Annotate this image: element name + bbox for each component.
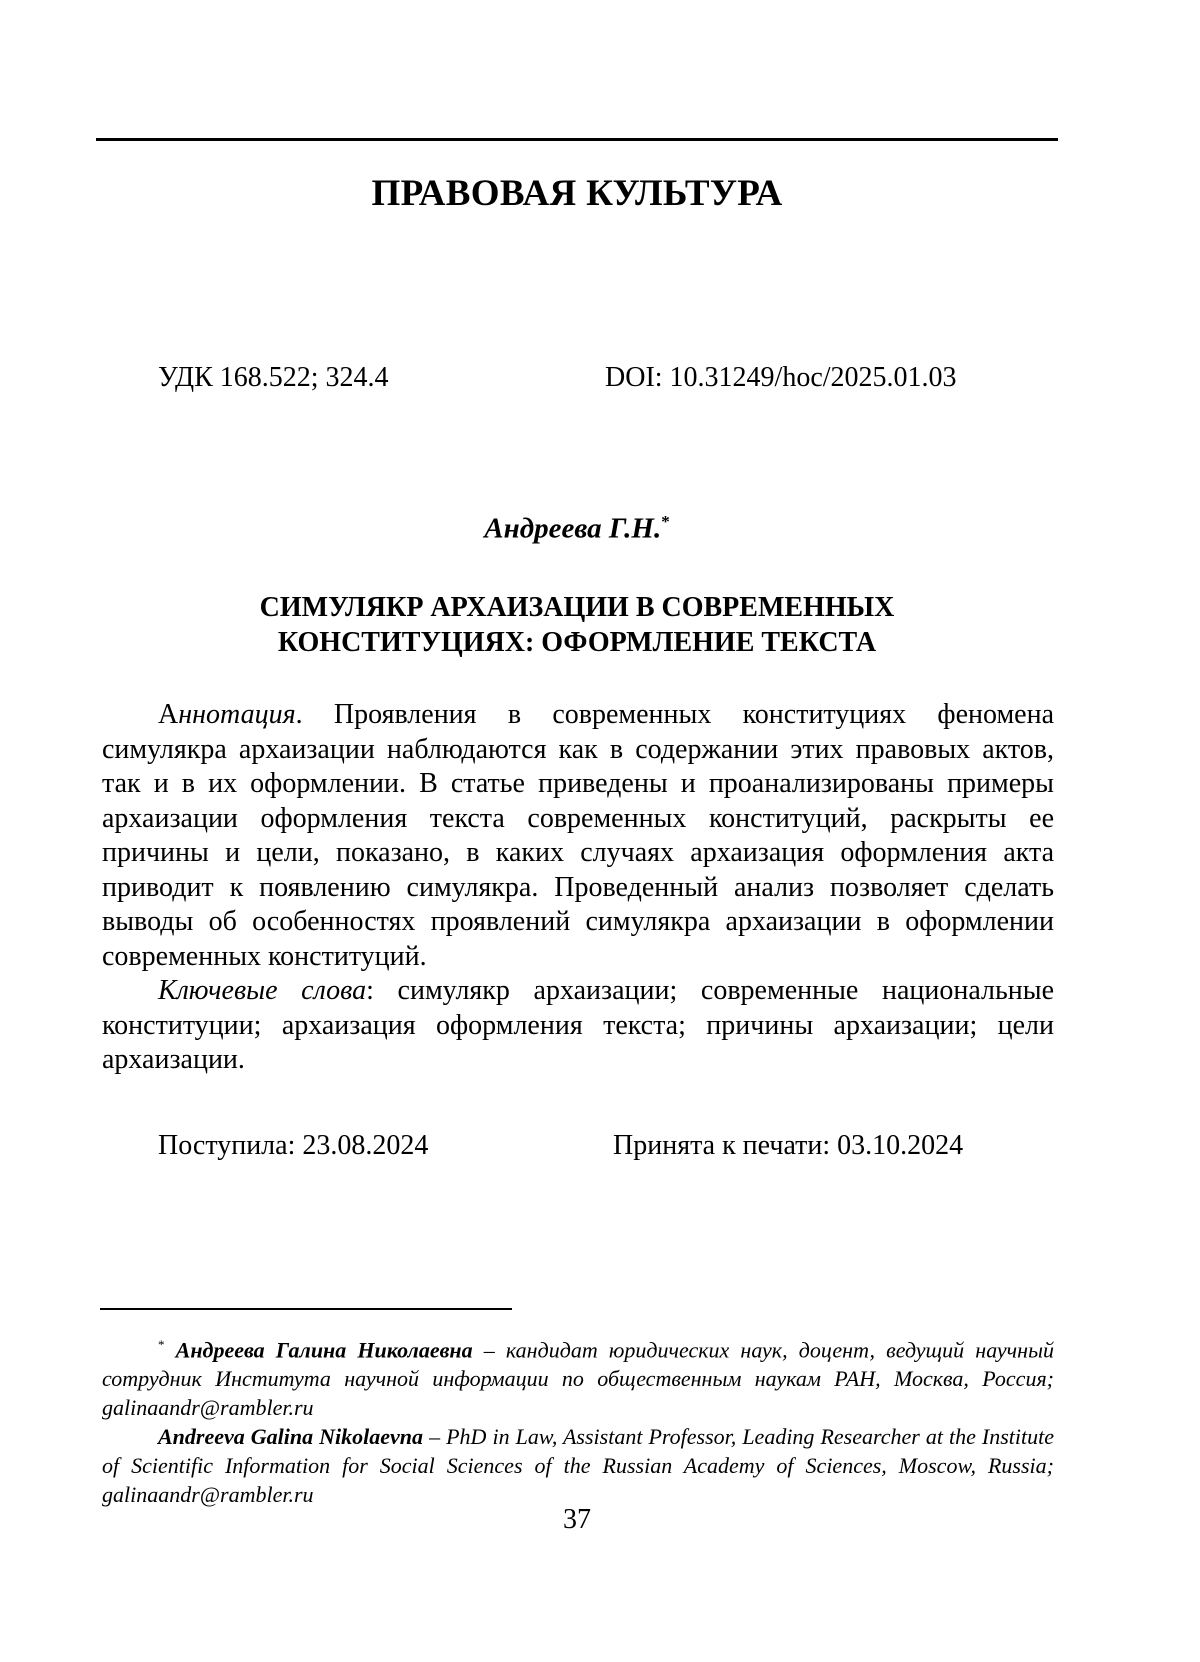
- author: [96, 512, 1058, 546]
- footnote-ru-text: – кандидат юридических наук, доцент, ведущий научный сотрудник Института научной информации по общественным наукам РАН, Москва, Россия; galinaandr@rambler.ru: [102, 1337, 1054, 1421]
- author-footnote-mark: *: [661, 512, 670, 531]
- page-number: 37: [563, 1504, 591, 1535]
- top-rule: [96, 138, 1058, 141]
- footnotes: [102, 1330, 1054, 1509]
- article-title: [96, 590, 1058, 660]
- footnote-rule: [100, 1308, 512, 1310]
- author-name: Андреева Г.Н.: [484, 512, 662, 545]
- udc-code: УДК 168.522; 324.4: [158, 362, 389, 393]
- keywords-label: Ключевые слова: [158, 975, 367, 1006]
- section-title: ПРАВОВАЯ КУЛЬТУРА: [371, 173, 783, 214]
- abstract-label-lead: А: [158, 699, 179, 730]
- article-title-line-2: КОНСТИТУЦИЯХ: ОФОРМЛЕНИЕ ТЕКСТА: [277, 627, 877, 658]
- footnote-ru-name: Андреева Галина Николаевна: [175, 1337, 473, 1363]
- article-title-line-1: СИМУЛЯКР АРХАИЗАЦИИ В СОВРЕМЕННЫХ: [259, 592, 895, 623]
- abstract-label: ннотация: [178, 699, 296, 730]
- doi: DOI: 10.31249/hoc/2025.01.03: [605, 362, 957, 393]
- abstract-block: [102, 698, 1054, 1078]
- keywords-paragraph: [102, 974, 1054, 1078]
- footnote-ru: [102, 1330, 1054, 1422]
- footnote-en-name: Andreeva Galina Nikolaevna: [158, 1424, 424, 1450]
- abstract-text: . Проявления в современных конституциях феномена симулякра архаизации наблюдаются как в содержании этих правовых актов, так и в их оформлении. В статье приведены и проанализированы примеры архаизации оформления текста современных конституций, раскрыты ее причины и цели, показано, в каких случаях архаизация оформления акта приводит к появлению симулякра. Проведенный анализ позволяет сделать выводы об особенностях проявлений симулякра архаизации в оформлении современных конституций.: [102, 699, 1054, 972]
- abstract-paragraph: [102, 698, 1054, 974]
- footnote-en: [102, 1422, 1054, 1509]
- footnote-mark: *: [158, 1337, 165, 1352]
- footnote-en-text: – PhD in Law, Assistant Professor, Leading Researcher at the Institute of Scientific Information for Social Sciences of the Russian Academy of Sciences, Moscow, Russia; galinaandr@rambler.ru: [102, 1424, 1054, 1508]
- received-date: Поступила: 23.08.2024: [158, 1130, 429, 1161]
- keywords-text: : симулякр архаизации; современные национальные конституции; архаизация оформления текста; причины архаизации; цели архаизации.: [102, 975, 1054, 1075]
- accepted-date: Принята к печати: 03.10.2024: [613, 1130, 964, 1161]
